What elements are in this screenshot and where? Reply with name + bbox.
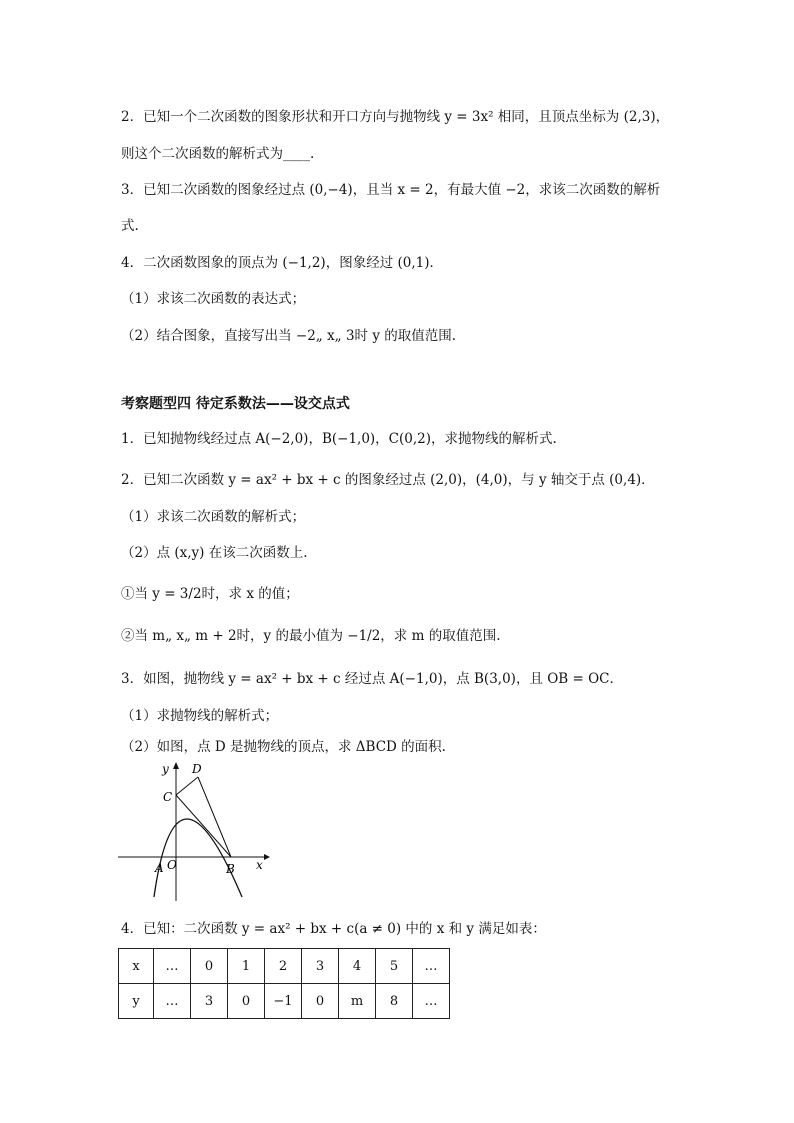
label-x: x — [256, 858, 263, 872]
segment-cd — [176, 777, 198, 795]
table-row-y — [119, 984, 450, 1019]
line-s4-q3-sub1: （1）求抛物线的解析式； — [121, 708, 279, 724]
label-d: D — [192, 762, 202, 776]
line-q2-part1: 2．已知一个二次函数的图象形状和开口方向与抛物线 y = 3x² 相同，且顶点坐标为 (2,3)， — [121, 109, 670, 125]
line-q4-sub2: （2）结合图象，直接写出当 −2„ x„ 3时 y 的取值范围. — [121, 328, 457, 344]
line-s4-q1: 1．已知抛物线经过点 A(−2,0)，B(−1,0)，C(0,2)，求抛物线的解析式. — [121, 431, 557, 447]
table-cell: 0 — [228, 984, 265, 1019]
table-cell: −1 — [265, 984, 302, 1019]
line-s4-q3: 3．如图，抛物线 y = ax² + bx + c 经过点 A(−1,0)，点 B(3,0)，且 OB = OC． — [121, 671, 624, 687]
table-cell: 0 — [302, 984, 339, 1019]
y-axis-arrow — [173, 762, 179, 769]
line-q3-part1: 3．已知二次函数的图象经过点 (0,−4)，且当 x = 2，有最大值 −2，求该二次函数的解析 — [121, 182, 661, 198]
table-cell: 3 — [191, 984, 228, 1019]
segment-cb — [176, 795, 231, 857]
table-cell: 2 — [265, 949, 302, 984]
table-cell: … — [413, 984, 450, 1019]
label-a: A — [155, 861, 164, 875]
table-cell: m — [339, 984, 376, 1019]
table-cell: 5 — [376, 949, 413, 984]
table-header-x: x — [119, 949, 154, 984]
table-cell: … — [154, 984, 191, 1019]
line-s4-q2: 2．已知二次函数 y = ax² + bx + c 的图象经过点 (2,0)，(4,0)，与 y 轴交于点 (0,4)． — [121, 472, 655, 488]
parabola-figure — [114, 757, 274, 907]
label-o: O — [167, 858, 177, 872]
line-s4-q2-item1: ①当 y = 3/2时，求 x 的值； — [121, 586, 299, 602]
label-b: B — [226, 862, 235, 876]
line-s4-q4: 4．已知：二次函数 y = ax² + bx + c(a ≠ 0) 中的 x 和 y 满足如表： — [121, 921, 546, 937]
table-header-y: y — [119, 984, 154, 1019]
label-y: y — [162, 762, 169, 776]
label-c: C — [163, 790, 173, 804]
table-cell: 4 — [339, 949, 376, 984]
table-cell: … — [154, 949, 191, 984]
values-table — [118, 948, 450, 1019]
line-q4: 4．二次函数图象的顶点为 (−1,2)，图象经过 (0,1)． — [121, 255, 443, 271]
table-cell: 3 — [302, 949, 339, 984]
table-cell: 0 — [191, 949, 228, 984]
line-s4-q2-item2: ②当 m„ x„ m + 2时，y 的最小值为 −1/2，求 m 的取值范围. — [121, 628, 501, 644]
line-q2-part2: 则这个二次函数的解析式为____. — [121, 146, 315, 162]
x-axis-arrow — [264, 854, 270, 860]
line-q4-sub1: （1）求该二次函数的表达式； — [121, 291, 306, 307]
table-cell: 1 — [228, 949, 265, 984]
table-row-x — [119, 949, 450, 984]
section-heading: 考察题型四 待定系数法——设交点式 — [121, 396, 350, 412]
line-q3-part2: 式. — [121, 218, 139, 234]
line-s4-q2-sub2: （2）点 (x,y) 在该二次函数上. — [121, 545, 308, 561]
line-s4-q3-sub2: （2）如图，点 D 是抛物线的顶点，求 ΔBCD 的面积. — [121, 739, 446, 755]
segment-db — [198, 777, 231, 857]
table-cell: 8 — [376, 984, 413, 1019]
line-s4-q2-sub1: （1）求该二次函数的解析式； — [121, 509, 306, 525]
table-cell: … — [413, 949, 450, 984]
